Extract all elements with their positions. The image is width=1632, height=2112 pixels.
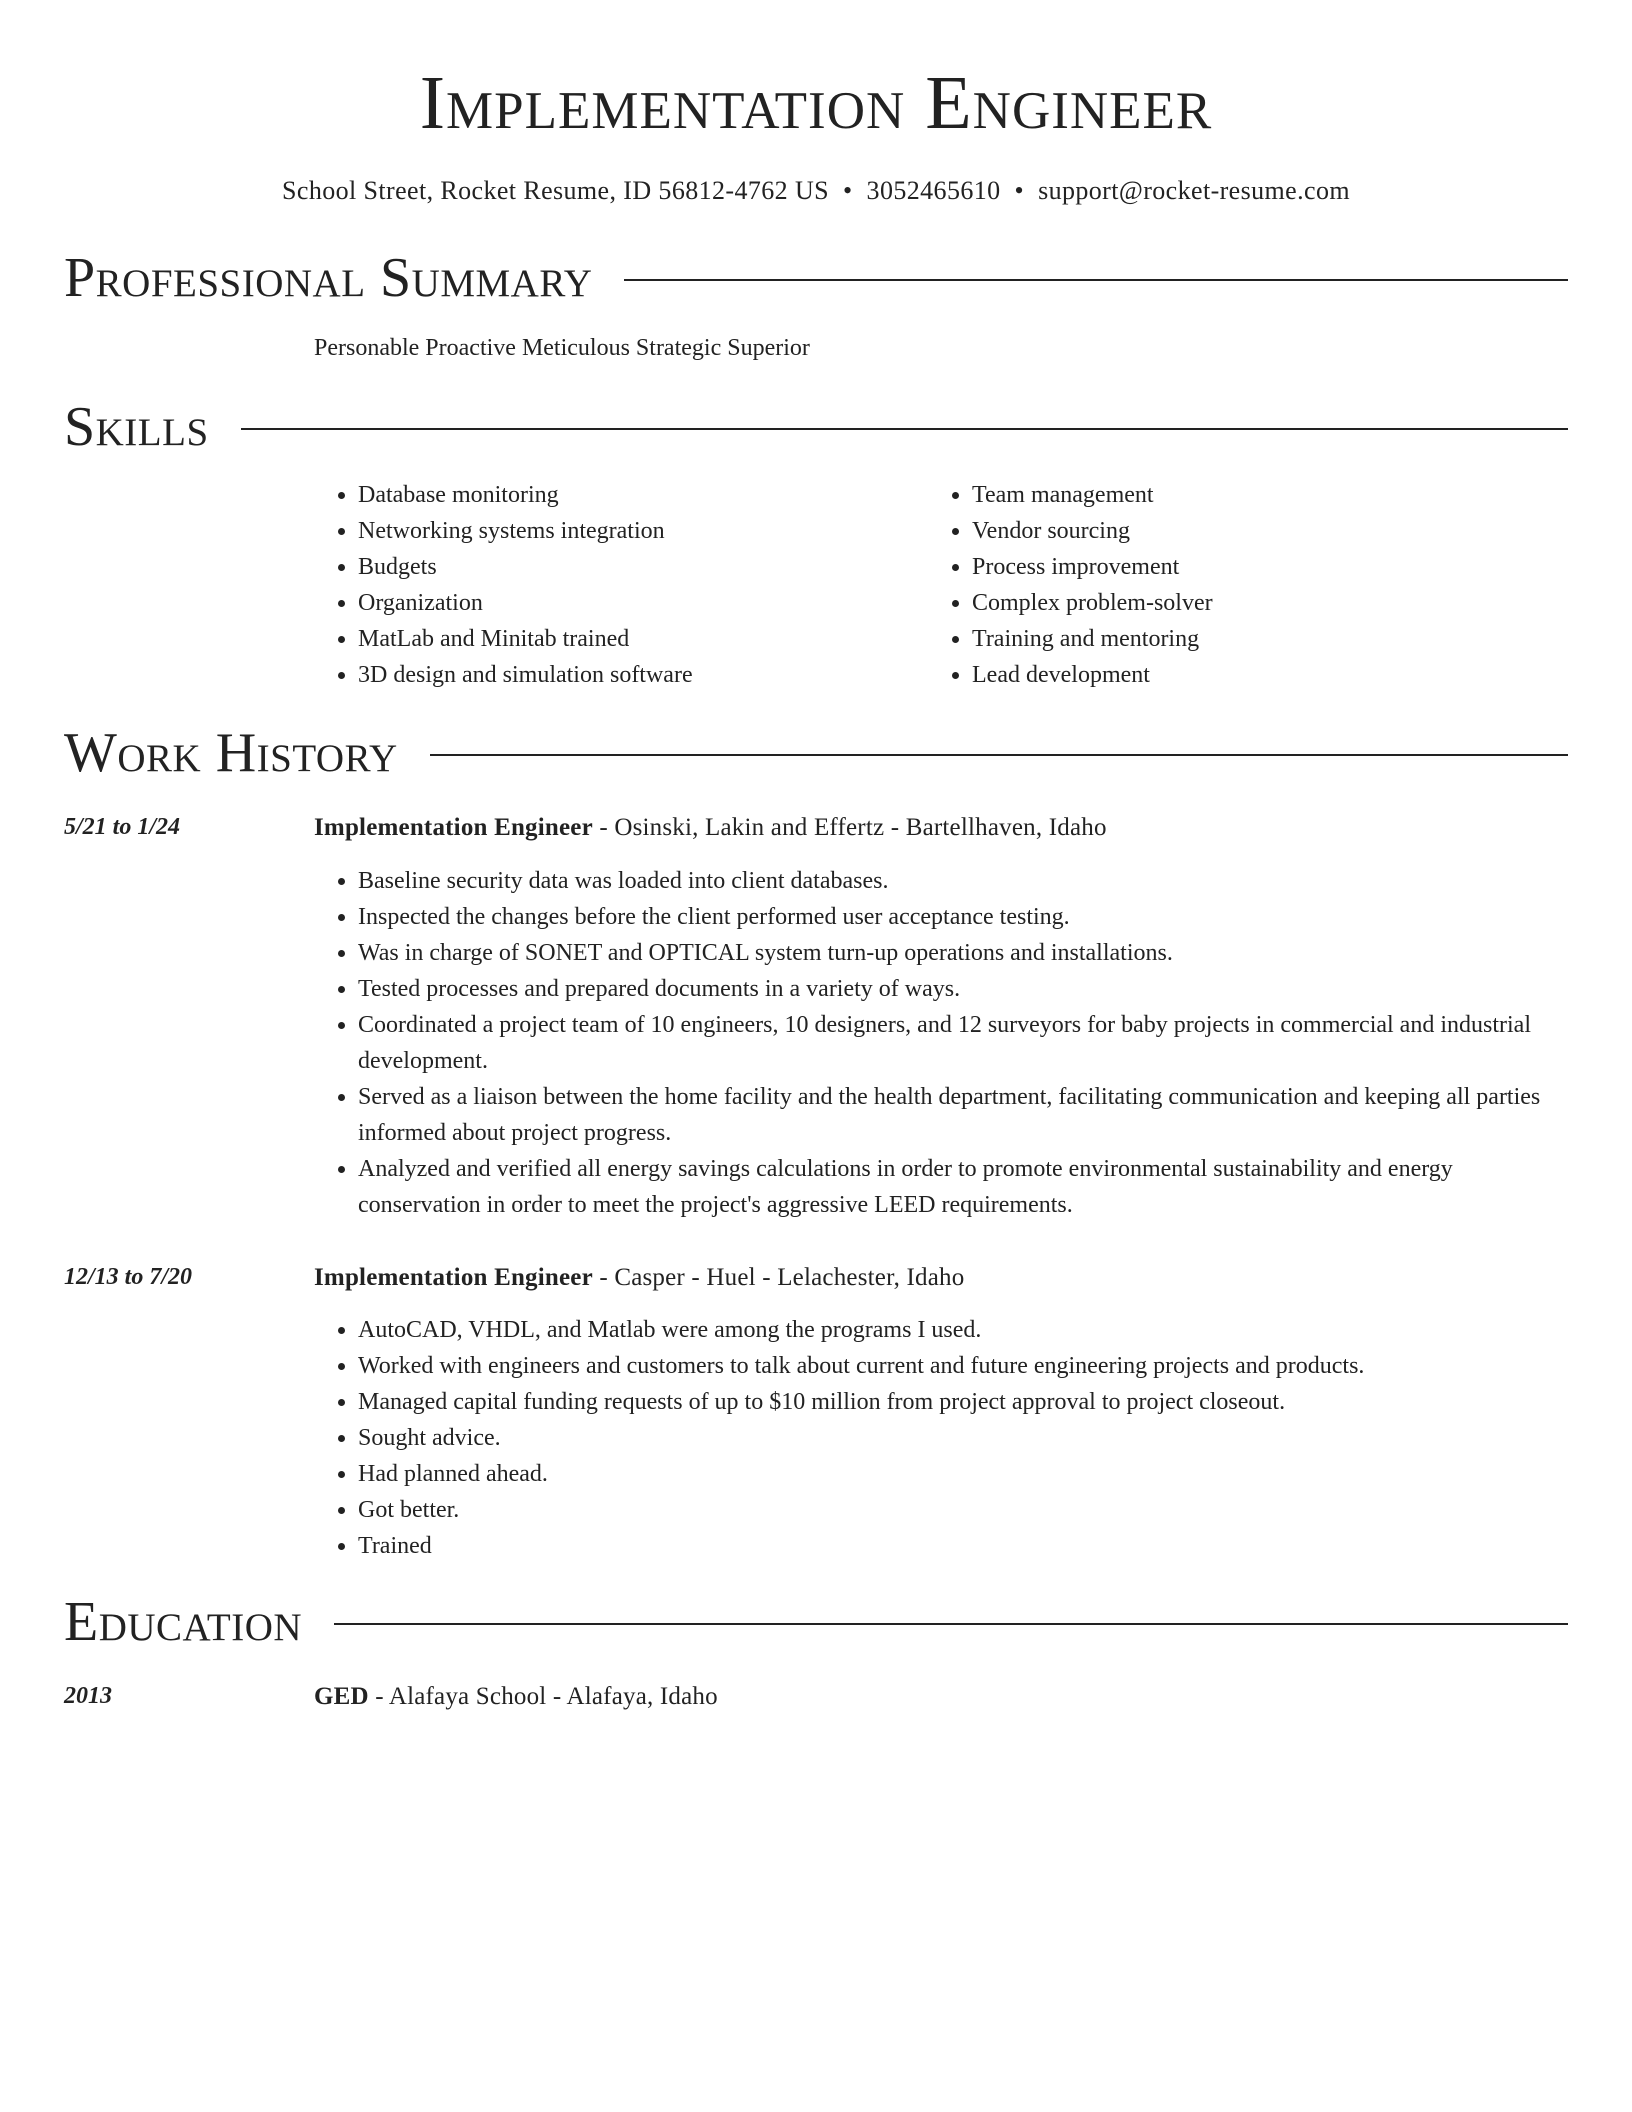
job-bullets (314, 1312, 1568, 1564)
contact-email: support@rocket-resume.com (1038, 175, 1350, 205)
education-section (64, 1591, 1568, 1716)
skill-item: • Training and mentoring (972, 621, 1542, 657)
work-heading-row (64, 722, 1568, 785)
skill-item: • Team management (972, 477, 1542, 513)
job-body (314, 809, 1568, 1223)
skill-item: • Networking systems integration (358, 513, 928, 549)
job-body (314, 1259, 1568, 1565)
education-entry (64, 1678, 1568, 1716)
job-bullet: • Managed capital funding requests of up to $10 million from project approval to project closeout. (358, 1384, 1568, 1420)
job-bullet: • Got better. (358, 1492, 1568, 1528)
skills-columns (314, 477, 1568, 693)
work-history-heading: Work History (64, 722, 398, 785)
contact-phone: 3052465610 (866, 175, 1001, 205)
job-bullets (314, 863, 1568, 1223)
skill-item: • Organization (358, 585, 928, 621)
education-school: - Alafaya School - Alafaya, Idaho (368, 1683, 718, 1711)
job-bullet: • Trained (358, 1528, 1568, 1564)
job-bullet: • AutoCAD, VHDL, and Matlab were among the programs I used. (358, 1312, 1568, 1348)
job-bullet: • Sought advice. (358, 1420, 1568, 1456)
contact-separator: • (843, 175, 853, 205)
skills-heading: Skills (64, 396, 209, 459)
job-bullet: • Tested processes and prepared documents in a variety of ways. (358, 971, 1568, 1007)
summary-text: Personable Proactive Meticulous Strategic Superior (314, 334, 810, 361)
skill-item: • Vendor sourcing (972, 513, 1542, 549)
skill-item: • MatLab and Minitab trained (358, 621, 928, 657)
education-heading: Education (64, 1591, 303, 1654)
job-entry (64, 809, 1568, 1223)
section-divider (334, 1623, 1568, 1625)
job-title: Implementation Engineer (314, 814, 593, 842)
job-employer: - Casper - Huel - Lelachester, Idaho (592, 1263, 965, 1291)
section-divider (624, 279, 1568, 281)
contact-separator: • (1014, 175, 1025, 205)
skill-item: • Budgets (358, 549, 928, 585)
job-title-line (314, 809, 1568, 847)
section-divider (430, 754, 1568, 756)
job-bullet: • Baseline security data was loaded into client databases. (358, 863, 1568, 899)
job-title-line (314, 1259, 1568, 1297)
work-history-section (64, 722, 1568, 1564)
job-bullet: • Had planned ahead. (358, 1456, 1568, 1492)
job-date: 12/13 to 7/20 (64, 1263, 193, 1290)
contact-line (64, 176, 1568, 206)
education-body (314, 1678, 718, 1716)
skill-item: • 3D design and simulation software (358, 657, 928, 693)
summary-heading-row (64, 246, 1568, 309)
resume-name: Implementation Engineer (419, 61, 1213, 145)
job-entry (64, 1259, 1568, 1565)
job-title: Implementation Engineer (314, 1263, 593, 1291)
education-degree: GED (314, 1683, 369, 1711)
skill-item: • Complex problem-solver (972, 585, 1542, 621)
job-bullet: • Coordinated a project team of 10 engineers, 10 designers, and 12 surveyors for baby projects in commercial and industrial development. (358, 1007, 1568, 1079)
job-bullet: • Served as a liaison between the home facility and the health department, facilitating communication and keeping all parties informed about project progress. (358, 1079, 1568, 1151)
education-date: 2013 (64, 1683, 112, 1710)
job-bullet: • Analyzed and verified all energy savings calculations in order to promote environmental sustainability and energy conservation in order to meet the project's aggressive LEED requirements. (358, 1151, 1568, 1223)
section-divider (241, 428, 1568, 430)
skills-heading-row (64, 396, 1568, 459)
job-employer: - Osinski, Lakin and Effertz - Bartellhaven, Idaho (592, 814, 1107, 842)
job-bullet: • Worked with engineers and customers to talk about current and future engineering projects and products. (358, 1348, 1568, 1384)
skills-list-left (314, 477, 928, 693)
job-bullet: • Inspected the changes before the client performed user acceptance testing. (358, 899, 1568, 935)
job-bullet: • Was in charge of SONET and OPTICAL system turn-up operations and installations. (358, 935, 1568, 971)
skills-section (64, 396, 1568, 693)
skills-list-right (928, 477, 1542, 693)
skill-item: • Process improvement (972, 549, 1542, 585)
skill-item: • Lead development (972, 657, 1542, 693)
skill-item: • Database monitoring (358, 477, 928, 513)
summary-heading: Professional Summary (64, 246, 593, 309)
summary-section (64, 246, 1568, 366)
education-heading-row (64, 1591, 1568, 1654)
job-date: 5/21 to 1/24 (64, 814, 181, 841)
contact-address: School Street, Rocket Resume, ID 56812-4762 US (282, 175, 830, 205)
